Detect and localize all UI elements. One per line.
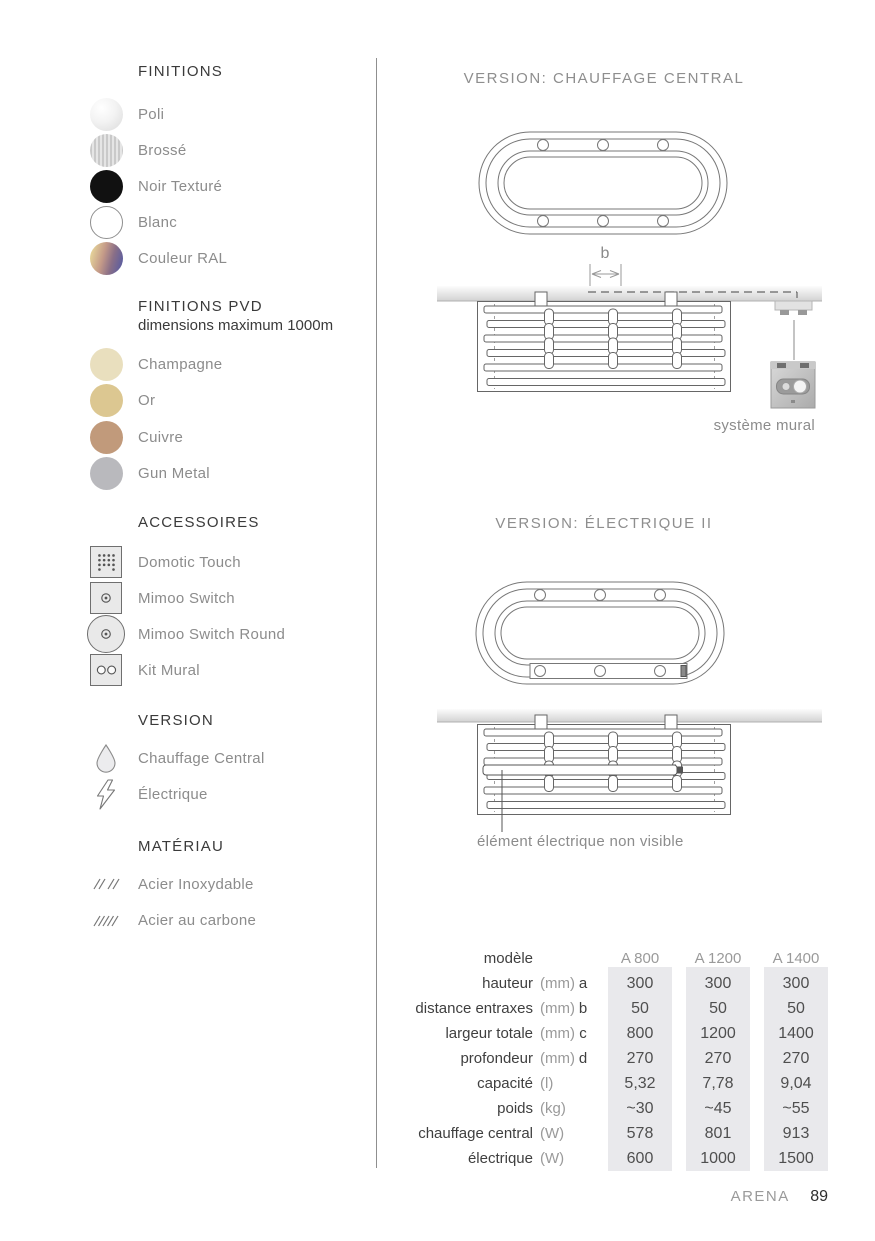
wall-bar <box>437 286 822 301</box>
ral-swatch-icon <box>86 242 126 275</box>
column-header: A 1200 <box>694 950 742 967</box>
list-item <box>86 419 376 456</box>
radiator-body <box>478 715 731 815</box>
lightning-icon <box>86 779 126 811</box>
table-row: hauteur (mm) a 300 300 300 <box>482 975 810 992</box>
champagne-swatch-icon <box>86 348 126 381</box>
blanc-swatch-icon <box>86 206 126 239</box>
accessory-label: Kit Mural <box>138 661 200 679</box>
table-row: largeur totale (mm) c 800 1200 1400 <box>445 1025 814 1042</box>
version-label: Électrique <box>138 786 208 804</box>
noir-swatch-icon <box>86 170 126 203</box>
list-item <box>86 652 376 688</box>
cuivre-swatch-icon <box>86 421 126 454</box>
finitions-section <box>86 63 376 80</box>
vertical-divider <box>376 58 377 1168</box>
kit-mural-icon <box>86 654 126 686</box>
page-footer <box>560 1188 828 1206</box>
version-section <box>86 712 376 729</box>
carbon-hatch-icon <box>86 914 126 928</box>
wall-bracket <box>775 301 812 360</box>
column-header: A 800 <box>620 950 660 967</box>
table-row: chauffage central (W) 578 801 913 <box>418 1125 810 1142</box>
domotic-touch-icon <box>86 546 126 578</box>
spec-table <box>400 946 828 1171</box>
finish-label: Brossé <box>138 141 187 159</box>
finitions-list <box>86 96 376 276</box>
list-item <box>86 96 376 132</box>
list-item <box>86 346 376 383</box>
finish-label: Champagne <box>138 355 223 373</box>
radiator-body <box>478 292 731 392</box>
wall-system-label: système mural <box>713 417 815 434</box>
finish-label: Couleur RAL <box>138 249 228 267</box>
finitions-pvd-list <box>86 346 376 492</box>
or-swatch-icon <box>86 384 126 417</box>
model-header: modèle <box>483 950 533 967</box>
finish-label: Noir Texturé <box>138 177 223 195</box>
list-item <box>86 132 376 168</box>
radiator-side-drawing-central <box>437 240 822 418</box>
wall-system-box <box>771 362 815 408</box>
finitions-pvd-section <box>86 298 376 334</box>
finish-label: Gun Metal <box>138 465 210 483</box>
list-item <box>86 456 376 493</box>
radiator-front-drawing-electric <box>475 581 725 685</box>
finitions-pvd-subtitle: dimensions maximum 1000m <box>138 317 334 334</box>
finish-label: Poli <box>138 105 165 123</box>
gun-metal-swatch-icon <box>86 457 126 490</box>
radiator-side-drawing-electric <box>437 704 822 834</box>
finitions-title: FINITIONS <box>138 63 223 80</box>
radiator-front-drawing-central <box>478 131 728 235</box>
list-item <box>86 168 376 204</box>
finitions-pvd-title: FINITIONS PVD <box>138 298 263 315</box>
list-item <box>86 777 376 814</box>
wall-bar <box>437 709 822 722</box>
section2-title: VERSION: ÉLECTRIQUE II <box>495 515 713 532</box>
accessoires-title: ACCESSOIRES <box>138 514 260 531</box>
dimension-b-arrow <box>590 264 621 286</box>
accessory-label: Mimoo Switch Round <box>138 625 286 643</box>
list-item <box>86 866 376 903</box>
accessory-label: Mimoo Switch <box>138 589 235 607</box>
page-number: 89 <box>810 1188 828 1205</box>
mimoo-switch-round-icon <box>86 615 126 653</box>
list-item <box>86 740 376 777</box>
table-row: électrique (W) 600 1000 1500 <box>467 1150 814 1167</box>
table-row: poids (kg) ~30 ~45 ~55 <box>497 1100 810 1117</box>
finish-label: Or <box>138 392 156 410</box>
accessoires-list <box>86 544 376 688</box>
list-item <box>86 204 376 240</box>
materiau-list <box>86 866 376 939</box>
electric-element <box>483 765 683 775</box>
mimoo-switch-icon <box>86 582 126 614</box>
list-item <box>86 903 376 940</box>
element-note-label: élément électrique non visible <box>477 833 684 850</box>
accessoires-section <box>86 514 376 531</box>
materiau-title: MATÉRIAU <box>138 838 224 855</box>
brand-name: ARENA <box>730 1188 790 1205</box>
material-label: Acier au carbone <box>138 912 257 930</box>
brosse-swatch-icon <box>86 134 126 167</box>
poli-swatch-icon <box>86 98 126 131</box>
column-header: A 1400 <box>772 950 820 967</box>
version-list <box>86 740 376 813</box>
list-item <box>86 544 376 580</box>
table-header-row <box>400 946 828 971</box>
list-item <box>86 580 376 616</box>
section1-title: VERSION: CHAUFFAGE CENTRAL <box>463 70 745 87</box>
table-row: distance entraxes (mm) b 50 50 50 <box>415 1000 805 1017</box>
water-drop-icon <box>86 743 126 773</box>
materiau-section <box>86 838 376 855</box>
dimension-b-label: b <box>600 245 610 262</box>
version-title: VERSION <box>138 712 214 729</box>
list-item <box>86 616 376 652</box>
finish-label: Cuivre <box>138 428 184 446</box>
accessory-label: Domotic Touch <box>138 553 241 571</box>
material-label: Acier Inoxydable <box>138 875 254 893</box>
inox-hatch-icon <box>86 877 126 891</box>
version-label: Chauffage Central <box>138 749 265 767</box>
list-item <box>86 383 376 420</box>
table-row: capacité (l) 5,32 7,78 9,04 <box>477 1075 812 1092</box>
finish-label: Blanc <box>138 213 178 231</box>
table-row: profondeur (mm) d 270 270 270 <box>460 1050 810 1067</box>
list-item <box>86 240 376 276</box>
